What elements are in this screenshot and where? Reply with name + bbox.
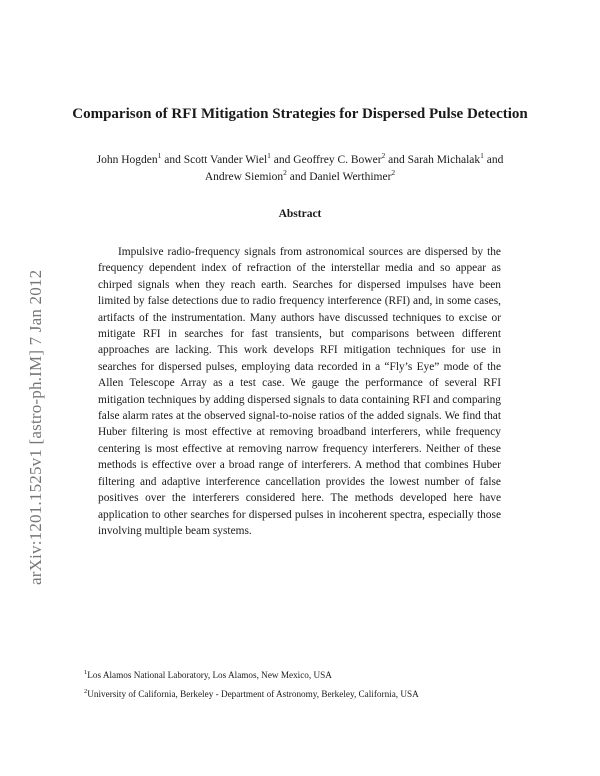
author-name: Daniel Werthimer	[309, 171, 392, 183]
footnote-affiliation-1	[84, 670, 332, 680]
author-separator: and	[385, 154, 408, 166]
abstract-body: Impulsive radio-frequency signals from astronomical sources are dispersed by the frequency dependent index of refraction of the interstellar media and so appear as chirped signals when they reach earth. Searches for dispersed impulses have been limited by false detections due to radio frequency interference (RFI) and, in some cases, artifacts of the instrumentation. Many authors have discussed techniques to excise or mitigate RFI in searches for fast transients, but comparisons between different approaches are lacking. This work develops RFI mitigation techniques for use in searches for dispersed pulses, employing data recorded in a “Fly’s Eye” mode of the Allen Telescope Array as a test case. We gauge the performance of several RFI mitigation techniques by adding dispersed signals to data containing RFI and comparing false alarm rates at the observed signal-to-noise ratios of the added signals. We find that Huber filtering is most effective at removing broadband interferers, while frequency centering is most effective at removing narrow frequency interferers. Neither of these methods is effective over a broad range of interferers. A method that combines Huber filtering and adaptive interference cancellation provides the lowest number of false positives over the interferers considered here. The methods developed here have application to other searches for dispersed pulses in incoherent spectra, especially those involving multiple beam systems.	[98, 246, 501, 537]
author-separator: and	[270, 154, 294, 166]
author-name: Andrew Siemion	[204, 171, 284, 183]
arxiv-identifier-stamp: arXiv:1201.1525v1 [astro-ph.IM] 7 Jan 2012	[26, 269, 45, 585]
author-list	[55, 152, 545, 186]
abstract-heading: Abstract	[278, 208, 322, 220]
author-name: Scott Vander Wiel	[183, 154, 268, 166]
author-name: Geoffrey C. Bower	[293, 154, 382, 166]
author-separator: and	[483, 154, 504, 166]
author-affiliation-mark: 2	[283, 168, 287, 178]
footnote-text: Los Alamos National Laboratory, Los Alamos, New Mexico, USA	[87, 670, 332, 680]
author-affiliation-mark: 1	[480, 151, 484, 161]
author-affiliation-mark: 2	[391, 168, 396, 178]
author-affiliation-mark: 2	[381, 151, 386, 161]
author-name: Sarah Michalak	[407, 154, 481, 166]
author-separator: and	[161, 154, 184, 166]
author-name: John Hogden	[96, 154, 158, 166]
author-affiliation-mark: 1	[157, 151, 162, 161]
footnote-mark: 1	[84, 668, 88, 676]
author-affiliation-mark: 1	[267, 151, 271, 161]
footnote-mark: 2	[84, 687, 88, 695]
footnote-affiliation-2	[84, 689, 419, 699]
paper-title: Comparison of RFI Mitigation Strategies for Dispersed Pulse Detection	[72, 106, 528, 122]
footnote-text: University of California, Berkeley - Department of Astronomy, Berkeley, California, USA	[87, 689, 419, 699]
author-separator: and	[286, 171, 310, 183]
